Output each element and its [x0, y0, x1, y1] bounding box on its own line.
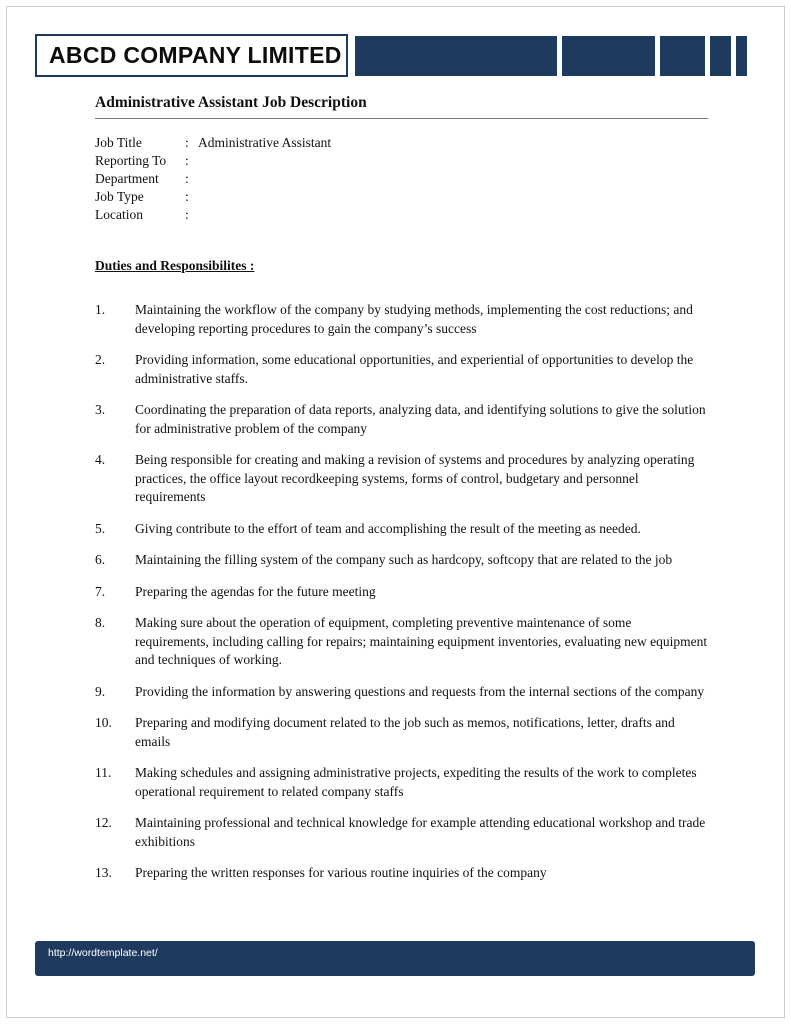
duty-number: 10. [95, 715, 112, 730]
header [35, 34, 755, 78]
job-detail-value: Administrative Assistant [198, 135, 332, 150]
duty-item [95, 301, 708, 338]
duty-item [95, 864, 708, 883]
duty-item [95, 764, 708, 801]
company-name-box [35, 34, 348, 77]
duty-item [95, 814, 708, 851]
duty-item [95, 683, 708, 702]
duty-item [95, 401, 708, 438]
duty-text: Being responsible for creating and making a revision of systems and procedures by analyzing operating practices, the office layout recordkeeping systems, forms of control, budgetary and personnel requirements [135, 452, 695, 504]
duty-text: Making sure about the operation of equipment, completing preventive maintenance of some requirements, including calling for repairs; maintaining equipment inventories, evaluating new equipment and techniques of working. [135, 615, 708, 667]
document-title: Administrative Assistant Job Description [95, 94, 708, 119]
duty-item [95, 583, 708, 602]
duty-number: 13. [95, 865, 112, 880]
duty-text: Preparing the agendas for the future meeting [135, 583, 376, 599]
job-detail-row [95, 152, 708, 170]
header-bar-thinnest [736, 36, 747, 76]
header-bar-large [355, 36, 557, 76]
duties-list [95, 301, 708, 883]
duty-text: Preparing the written responses for various routine inquiries of the company [135, 865, 547, 880]
job-detail-label: Department [95, 171, 159, 186]
duty-item [95, 351, 708, 388]
duty-text: Coordinating the preparation of data reports, analyzing data, and identifying solutions to give the solution for administrative problem of the company [135, 402, 706, 436]
duty-number: 6. [95, 552, 106, 567]
duty-text: Giving contribute to the effort of team and accomplishing the result of the meeting as needed. [135, 520, 641, 536]
duty-text: Maintaining professional and technical knowledge for example attending educational workshop and trade exhibitions [135, 815, 706, 849]
footer-url-link[interactable]: http://wordtemplate.net/ [48, 947, 158, 959]
company-name: ABCD COMPANY LIMITED [49, 42, 342, 68]
header-bar-small [660, 36, 705, 76]
duty-item [95, 520, 708, 539]
duties-heading: Duties and Responsibilites : [95, 258, 255, 273]
job-detail-label: Reporting To [95, 153, 167, 168]
document-content [95, 94, 708, 896]
duty-number: 8. [95, 615, 106, 630]
duty-number: 9. [95, 683, 106, 699]
header-bar-thin [710, 36, 731, 76]
duty-item [95, 614, 708, 670]
duty-number: 12. [95, 815, 112, 830]
duty-text: Providing information, some educational opportunities, and experiential of opportunities to develop the administrative staffs. [135, 352, 694, 386]
job-detail-label: Job Type [95, 189, 144, 204]
job-detail-row [95, 134, 708, 152]
job-detail-row [95, 170, 708, 188]
job-detail-separator: : [185, 171, 189, 186]
footer-bar [35, 941, 755, 976]
duty-number: 5. [95, 520, 106, 536]
job-detail-label: Job Title [95, 135, 142, 150]
duty-number: 3. [95, 402, 106, 417]
job-detail-separator: : [185, 135, 189, 150]
duty-text: Maintaining the filling system of the company such as hardcopy, softcopy that are related to the job [135, 552, 673, 567]
duty-text: Preparing and modifying document related to the job such as memos, notifications, letter, drafts and emails [135, 715, 675, 749]
duty-number: 11. [95, 765, 112, 780]
duty-number: 4. [95, 452, 106, 467]
duty-text: Providing the information by answering questions and requests from the internal sections of the company [135, 683, 705, 699]
duty-text: Maintaining the workflow of the company by studying methods, implementing the cost reductions; and developing reporting procedures to gain the company’s success [135, 302, 693, 336]
job-detail-separator: : [185, 153, 189, 168]
job-detail-separator: : [185, 189, 189, 204]
duty-item [95, 551, 708, 570]
duty-item [95, 714, 708, 751]
job-detail-row [95, 206, 708, 224]
duty-number: 7. [95, 583, 106, 599]
job-detail-label: Location [95, 207, 143, 222]
job-details [95, 134, 708, 224]
duty-number: 1. [95, 302, 106, 317]
job-detail-row [95, 188, 708, 206]
duty-number: 2. [95, 352, 106, 367]
duty-item [95, 451, 708, 507]
job-detail-separator: : [185, 207, 189, 222]
header-bar-medium [562, 36, 655, 76]
header-decorative-bars [355, 36, 747, 76]
duty-text: Making schedules and assigning administrative projects, expediting the results of the work to completes operational requirement to related company staffs [135, 765, 697, 799]
